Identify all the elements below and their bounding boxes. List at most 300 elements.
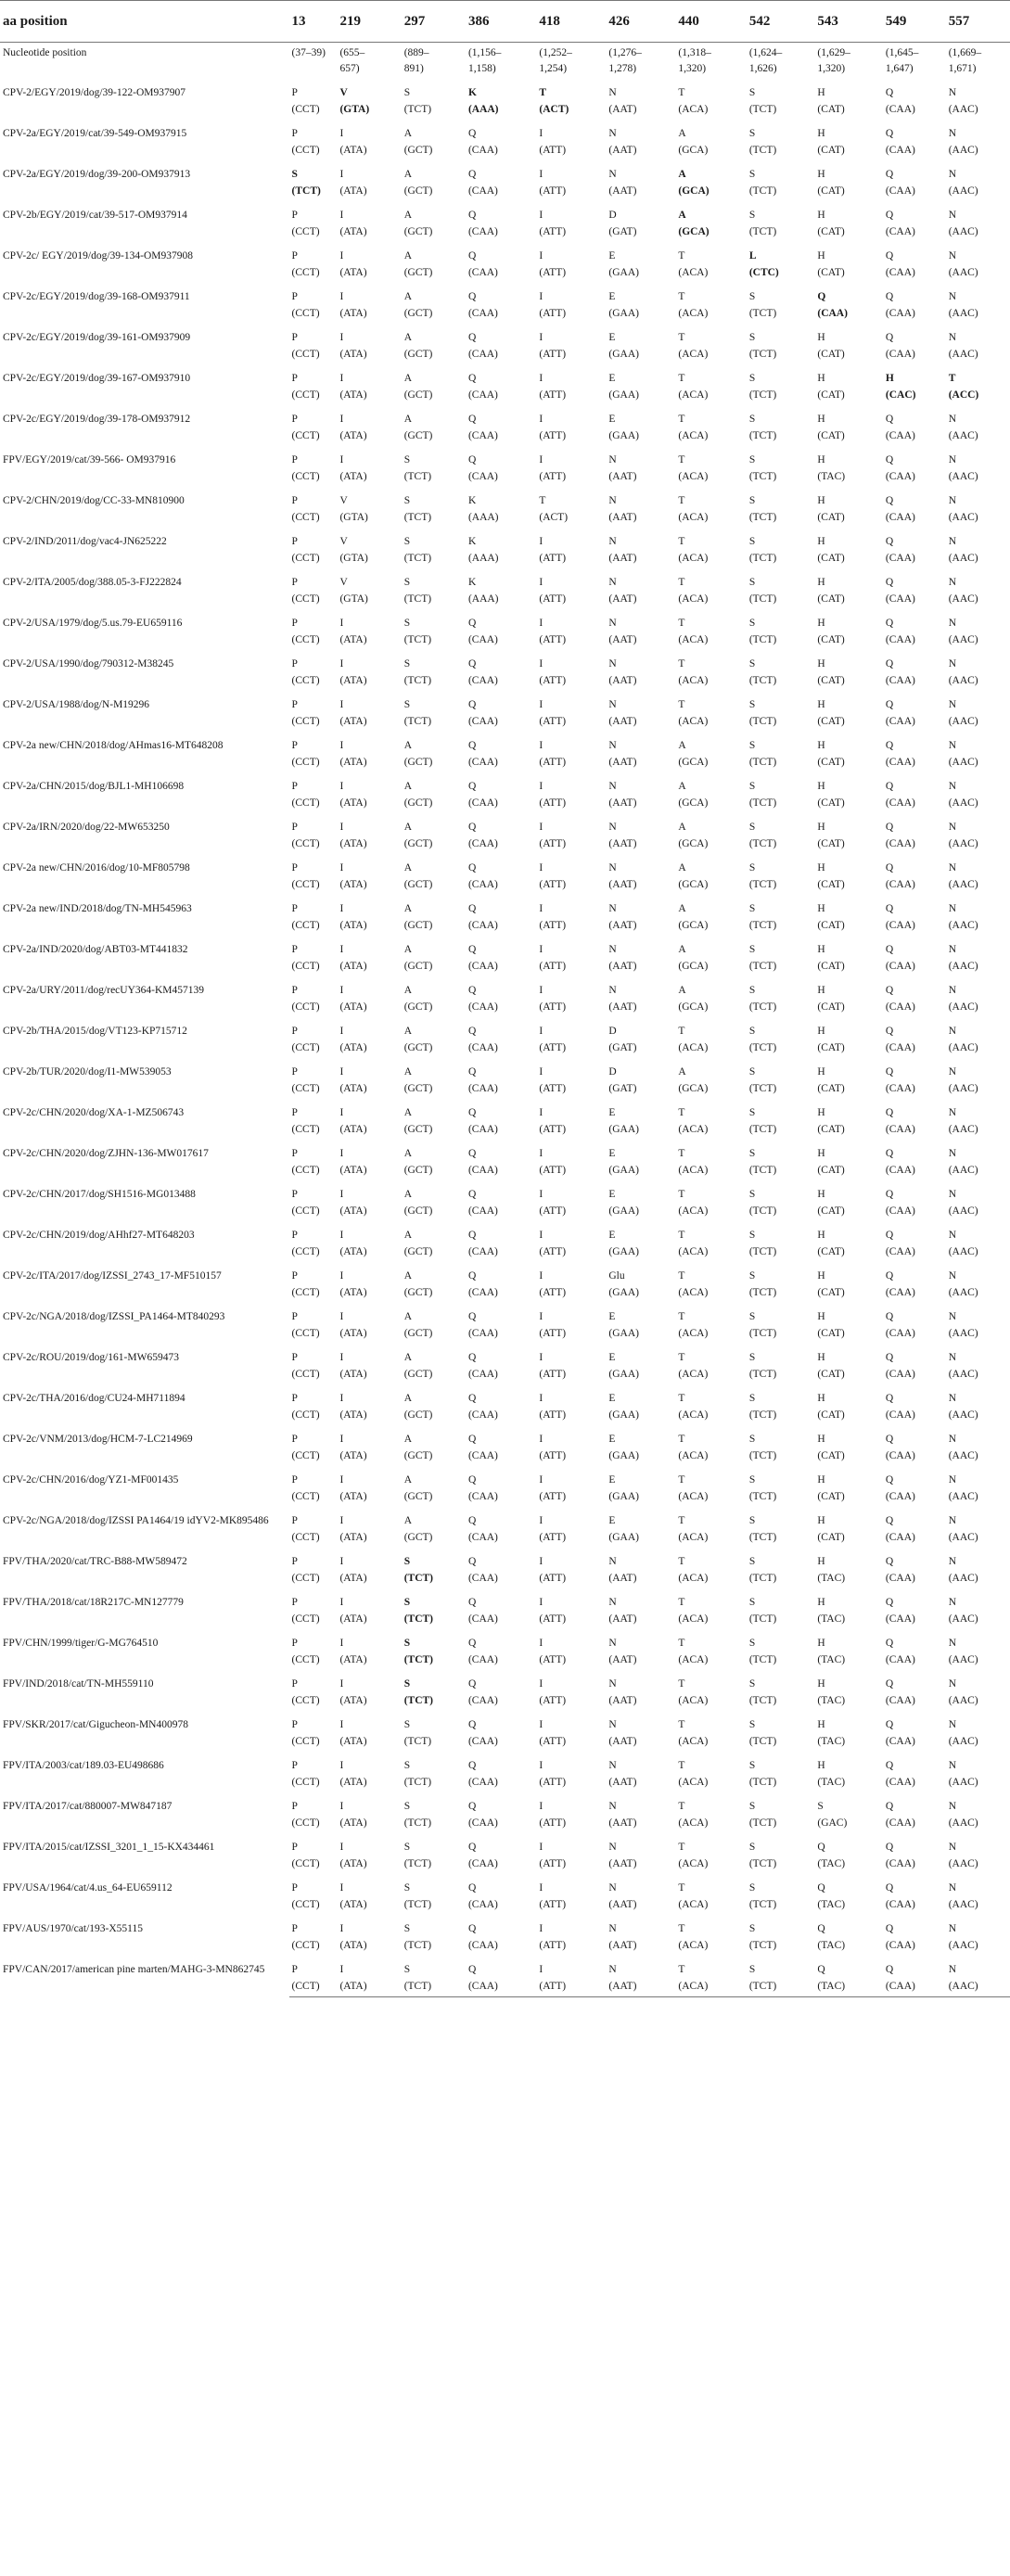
codon-cell: (CAA) bbox=[885, 553, 915, 564]
amino-acid-cell: I bbox=[339, 1434, 344, 1445]
amino-acid-cell: T bbox=[678, 87, 685, 98]
strain-name: CPV-2c/EGY/2019/dog/39-167-OM937910 bbox=[3, 373, 191, 384]
amino-acid-cell: H bbox=[817, 1066, 825, 1078]
codon-cell: (TCT) bbox=[403, 471, 432, 482]
codon-cell: (ACA) bbox=[678, 1409, 709, 1421]
amino-acid-cell: T bbox=[678, 1678, 685, 1690]
amino-acid-cell: P bbox=[291, 1352, 298, 1363]
codon-cell: (GCT) bbox=[403, 185, 433, 197]
strain-row bbox=[0, 1833, 1010, 1857]
strain-row bbox=[0, 1303, 1010, 1327]
codon-cell: (TCT) bbox=[748, 1940, 777, 1951]
codon-cell: (GAA) bbox=[608, 1165, 639, 1176]
strain-name: CPV-2c/THA/2016/dog/CU24-MH711894 bbox=[3, 1393, 185, 1404]
amino-acid-cell: P bbox=[291, 332, 298, 343]
strain-row bbox=[0, 1180, 1010, 1205]
amino-acid-cell: N bbox=[948, 822, 956, 833]
amino-acid-cell: I bbox=[339, 1107, 344, 1118]
amino-acid-cell: N bbox=[608, 1801, 617, 1812]
codon-cell: (CAA) bbox=[467, 1205, 498, 1217]
amino-acid-cell: Q bbox=[885, 1352, 894, 1363]
strain-row bbox=[0, 364, 1010, 389]
amino-acid-cell: T bbox=[678, 1230, 685, 1241]
codon-cell: (CCT) bbox=[291, 1491, 320, 1502]
amino-acid-cell: N bbox=[608, 128, 617, 139]
codon-cell: (CAA) bbox=[467, 1124, 498, 1135]
amino-acid-cell: T bbox=[678, 1189, 685, 1200]
codon-cell: (CCT) bbox=[291, 1654, 320, 1665]
amino-acid-cell: N bbox=[948, 577, 956, 588]
amino-acid-cell: S bbox=[748, 536, 756, 547]
codon-cell: (ACA) bbox=[678, 471, 709, 482]
codon-cell: (CAA) bbox=[885, 1042, 915, 1053]
codon-cell: (AAT) bbox=[608, 145, 637, 156]
amino-acid-cell: P bbox=[291, 822, 298, 833]
amino-acid-cell: H bbox=[817, 250, 825, 261]
amino-acid-cell: Q bbox=[885, 1638, 894, 1649]
codon-cell: (CAA) bbox=[885, 1409, 915, 1421]
strain-row bbox=[0, 1507, 1010, 1531]
amino-acid-cell: P bbox=[291, 1801, 298, 1812]
amino-acid-cell: A bbox=[403, 291, 413, 302]
codon-cell: (ATT) bbox=[539, 1450, 567, 1461]
strain-name: FPV/THA/2018/cat/18R217C-MN127779 bbox=[3, 1597, 184, 1608]
amino-acid-cell: T bbox=[678, 1311, 685, 1322]
codon-cell: (CAA) bbox=[885, 1369, 915, 1380]
table-body bbox=[0, 43, 1010, 1997]
codon-cell: (CAC) bbox=[885, 389, 916, 401]
amino-acid-cell: T bbox=[678, 250, 685, 261]
amino-acid-cell: H bbox=[817, 1189, 825, 1200]
amino-acid-cell: Q bbox=[885, 414, 894, 425]
strain-name: CPV-2/IND/2011/dog/vac4-JN625222 bbox=[3, 536, 167, 547]
amino-acid-cell: P bbox=[291, 1719, 298, 1730]
amino-acid-cell: E bbox=[608, 1230, 616, 1241]
amino-acid-cell: H bbox=[817, 1678, 825, 1690]
codon-cell: (TCT) bbox=[748, 226, 777, 237]
codon-cell: (CCT) bbox=[291, 1899, 320, 1910]
codon-cell: (CAT) bbox=[817, 389, 845, 401]
codon-cell: (TCT) bbox=[403, 1654, 434, 1665]
amino-acid-cell: N bbox=[948, 618, 956, 629]
amino-acid-cell: P bbox=[291, 1678, 298, 1690]
codon-cell: (CCT) bbox=[291, 104, 320, 115]
codon-cell: (GAA) bbox=[608, 389, 639, 401]
amino-acid-cell: T bbox=[678, 332, 685, 343]
amino-acid-cell: Q bbox=[467, 1393, 477, 1404]
codon-cell: (GCT) bbox=[403, 961, 433, 972]
amino-acid-cell: S bbox=[748, 577, 756, 588]
codon-cell: (ACA) bbox=[678, 716, 709, 727]
codon-cell: (ATA) bbox=[339, 185, 367, 197]
amino-acid-cell: Q bbox=[467, 1760, 477, 1771]
strain-name: CPV-2b/THA/2015/dog/VT123-KP715712 bbox=[3, 1026, 187, 1037]
codon-cell: (TCT) bbox=[403, 1777, 432, 1788]
strain-row bbox=[0, 1792, 1010, 1817]
codon-cell: (CAA) bbox=[467, 430, 498, 441]
amino-acid-cell: T bbox=[678, 658, 685, 670]
codon-cell: (ATT) bbox=[539, 308, 567, 319]
amino-acid-cell: T bbox=[678, 699, 685, 710]
codon-cell: (TCT) bbox=[748, 961, 777, 972]
strain-name: FPV/ITA/2015/cat/IZSSI_3201_1_15-KX434461 bbox=[3, 1842, 215, 1853]
nucleotide-position-cell: (1,318– bbox=[678, 47, 711, 58]
codon-cell: (AAC) bbox=[948, 1246, 978, 1257]
amino-acid-cell: A bbox=[403, 1515, 413, 1526]
strain-row bbox=[0, 813, 1010, 837]
amino-acid-cell: K bbox=[467, 87, 477, 98]
amino-acid-cell: N bbox=[608, 1842, 617, 1853]
codon-cell: (AAC) bbox=[948, 1736, 978, 1747]
codon-cell: (ATT) bbox=[539, 961, 567, 972]
header-position-543: 543 bbox=[814, 1, 883, 43]
amino-acid-cell: Q bbox=[885, 781, 894, 792]
codon-cell: (TCT) bbox=[748, 1042, 777, 1053]
codon-cell: (AAT) bbox=[608, 675, 637, 686]
amino-acid-cell: P bbox=[291, 1760, 298, 1771]
codon-cell: (CAA) bbox=[467, 1409, 498, 1421]
codon-cell: (CAA) bbox=[885, 1165, 915, 1176]
amino-acid-cell: T bbox=[678, 1638, 685, 1649]
amino-acid-cell: Q bbox=[885, 1230, 894, 1241]
amino-acid-cell: I bbox=[539, 903, 543, 914]
codon-cell: (CCT) bbox=[291, 1328, 320, 1339]
amino-acid-cell: Q bbox=[885, 658, 894, 670]
strain-row bbox=[0, 936, 1010, 960]
codon-cell: (ACA) bbox=[678, 1124, 709, 1135]
codon-cell: (GCT) bbox=[403, 267, 433, 278]
amino-acid-cell: I bbox=[539, 1066, 543, 1078]
amino-acid-cell: T bbox=[678, 291, 685, 302]
codon-cell: (CAA) bbox=[885, 1450, 915, 1461]
amino-acid-cell: I bbox=[539, 128, 543, 139]
amino-acid-cell: N bbox=[608, 903, 617, 914]
header-position-557: 557 bbox=[946, 1, 1010, 43]
strain-name: CPV-2/CHN/2019/dog/CC-33-MN810900 bbox=[3, 495, 185, 506]
strain-name: CPV-2a/CHN/2015/dog/BJL1-MH106698 bbox=[3, 781, 185, 792]
codon-cell: (ATA) bbox=[339, 1287, 367, 1298]
amino-acid-cell: I bbox=[539, 1638, 543, 1649]
amino-acid-cell: T bbox=[678, 1352, 685, 1363]
codon-cell: (CCT) bbox=[291, 1817, 320, 1829]
amino-acid-cell: P bbox=[291, 862, 298, 874]
strain-row bbox=[0, 1099, 1010, 1123]
codon-cell: (CAA) bbox=[885, 634, 915, 645]
codon-cell: (ATT) bbox=[539, 1328, 567, 1339]
amino-acid-cell: H bbox=[817, 1638, 825, 1649]
codon-cell: (TAC) bbox=[814, 1980, 883, 1997]
amino-acid-cell: Q bbox=[817, 291, 826, 302]
amino-acid-cell: Q bbox=[885, 1923, 894, 1934]
amino-acid-cell: Q bbox=[467, 944, 477, 955]
codon-cell: (TCT) bbox=[748, 1124, 777, 1135]
codon-cell: (ATA) bbox=[339, 1001, 367, 1013]
codon-cell: (ACA) bbox=[678, 308, 709, 319]
codon-cell: (ACA) bbox=[678, 267, 709, 278]
codon-cell: (CCT) bbox=[291, 308, 320, 319]
amino-acid-cell: S bbox=[748, 903, 756, 914]
amino-acid-cell: Q bbox=[885, 699, 894, 710]
codon-cell: (CCT) bbox=[291, 1409, 320, 1421]
amino-acid-cell: K bbox=[467, 577, 477, 588]
codon-cell: (ACC) bbox=[948, 389, 979, 401]
codon-cell: (ACA) bbox=[675, 1980, 746, 1997]
strain-row bbox=[0, 1384, 1010, 1409]
amino-acid-cell: N bbox=[948, 985, 956, 996]
codon-cell: (CCT) bbox=[291, 961, 320, 972]
amino-acid-cell: S bbox=[403, 1760, 411, 1771]
codon-cell: (AAC) bbox=[948, 145, 978, 156]
strain-name: FPV/USA/1964/cat/4.us_64-EU659112 bbox=[3, 1882, 173, 1894]
amino-acid-cell: D bbox=[608, 1026, 617, 1037]
amino-acid-cell: N bbox=[948, 169, 956, 180]
codon-cell: (CAA) bbox=[467, 1083, 498, 1094]
amino-acid-cell: Q bbox=[885, 618, 894, 629]
amino-acid-cell: T bbox=[678, 1148, 685, 1159]
codon-cell: (CAA) bbox=[467, 961, 498, 972]
codon-cell: (ACA) bbox=[678, 553, 709, 564]
amino-acid-cell: Q bbox=[885, 903, 894, 914]
codon-cell: (TCT) bbox=[748, 349, 777, 360]
codon-cell: (TCT) bbox=[748, 512, 777, 523]
codon-cell: (GCA) bbox=[678, 1083, 709, 1094]
codon-cell: (CCT) bbox=[291, 1777, 320, 1788]
codon-cell: (AAC) bbox=[948, 1205, 978, 1217]
codon-cell: (ATA) bbox=[339, 716, 367, 727]
amino-acid-cell: P bbox=[291, 128, 298, 139]
codon-cell: (AAT) bbox=[608, 879, 637, 890]
amino-acid-cell: I bbox=[539, 1801, 543, 1812]
codon-cell: (CAA) bbox=[467, 1736, 498, 1747]
codon-cell: (ATA) bbox=[339, 1613, 367, 1625]
amino-acid-cell: T bbox=[678, 1474, 685, 1486]
strain-name: CPV-2c/NGA/2018/dog/IZSSI_PA1464-MT840293 bbox=[3, 1311, 225, 1322]
amino-acid-cell: A bbox=[403, 1107, 413, 1118]
codon-cell: (CCT) bbox=[291, 838, 320, 849]
amino-acid-cell: S bbox=[748, 618, 756, 629]
amino-acid-cell: Q bbox=[467, 1556, 477, 1567]
codon-cell: (TAC) bbox=[817, 1736, 846, 1747]
nucleotide-position-cell-cont bbox=[289, 62, 338, 79]
codon-cell: (CCT) bbox=[291, 430, 320, 441]
strain-row bbox=[0, 976, 1010, 1001]
codon-cell: (CAA) bbox=[885, 1328, 915, 1339]
amino-acid-cell: Q bbox=[885, 740, 894, 751]
codon-cell: (CAA) bbox=[885, 1287, 915, 1298]
codon-cell: (CAA) bbox=[467, 1899, 498, 1910]
codon-cell: (CAT) bbox=[817, 267, 845, 278]
codon-cell: (ATT) bbox=[539, 634, 567, 645]
amino-acid-cell: N bbox=[948, 87, 956, 98]
amino-acid-cell: P bbox=[291, 740, 298, 751]
nucleotide-position-cell-cont: 1,647) bbox=[885, 63, 914, 74]
amino-acid-cell: I bbox=[539, 1678, 543, 1690]
amino-acid-cell: Q bbox=[885, 169, 894, 180]
codon-cell: (CAT) bbox=[817, 185, 845, 197]
amino-acid-cell: Q bbox=[885, 577, 894, 588]
codon-cell: (CAA) bbox=[885, 308, 915, 319]
amino-acid-cell: I bbox=[339, 903, 344, 914]
nucleotide-position-cell: (1,669– bbox=[948, 47, 982, 58]
codon-cell: (ACA) bbox=[678, 1450, 709, 1461]
strain-name: CPV-2a/URY/2011/dog/recUY364-KM457139 bbox=[3, 985, 205, 996]
nucleotide-position-cell: (1,645– bbox=[885, 47, 919, 58]
amino-acid-cell: H bbox=[817, 373, 825, 384]
amino-acid-cell: P bbox=[291, 454, 298, 465]
codon-cell: (TCT) bbox=[748, 634, 777, 645]
amino-acid-cell: S bbox=[817, 1801, 824, 1812]
codon-cell: (AAT) bbox=[608, 512, 637, 523]
strain-name: CPV-2c/CHN/2016/dog/YZ1-MF001435 bbox=[3, 1474, 179, 1486]
codon-cell: (ACA) bbox=[678, 1205, 709, 1217]
amino-acid-cell: E bbox=[608, 1352, 616, 1363]
strain-row bbox=[0, 1670, 1010, 1694]
codon-cell: (CAA) bbox=[467, 1858, 498, 1869]
codon-cell: (TCT) bbox=[748, 1287, 777, 1298]
nucleotide-position-row bbox=[0, 43, 1010, 63]
amino-acid-cell: Q bbox=[885, 1189, 894, 1200]
codon-cell: (GCA) bbox=[678, 185, 710, 197]
strain-name: CPV-2a/IND/2020/dog/ABT03-MT441832 bbox=[3, 944, 188, 955]
amino-acid-cell: H bbox=[817, 1719, 825, 1730]
codon-cell: (TCT) bbox=[748, 1246, 777, 1257]
header-position-426: 426 bbox=[606, 1, 675, 43]
codon-cell: (TCT) bbox=[748, 308, 777, 319]
codon-cell: (TCT) bbox=[403, 104, 432, 115]
codon-cell: (ATT) bbox=[536, 1980, 606, 1997]
header-position-549: 549 bbox=[883, 1, 946, 43]
codon-cell: (GCT) bbox=[403, 1532, 433, 1543]
amino-acid-cell: S bbox=[748, 128, 756, 139]
codon-cell: (ATA) bbox=[339, 1409, 367, 1421]
amino-acid-cell: Q bbox=[885, 210, 894, 221]
strain-row bbox=[0, 1466, 1010, 1490]
amino-acid-cell: Q bbox=[467, 250, 477, 261]
codon-cell: (AAC) bbox=[948, 1858, 978, 1869]
amino-acid-cell: N bbox=[948, 1719, 956, 1730]
codon-cell: (CAA) bbox=[467, 145, 498, 156]
amino-acid-cell: Q bbox=[467, 373, 477, 384]
codon-cell: (GAA) bbox=[608, 308, 639, 319]
codon-cell: (ATA) bbox=[339, 757, 367, 768]
codon-cell: (ACA) bbox=[678, 1777, 709, 1788]
codon-cell: (CAA) bbox=[467, 879, 498, 890]
strain-name: FPV/ITA/2003/cat/189.03-EU498686 bbox=[3, 1760, 164, 1771]
amino-acid-cell: N bbox=[948, 903, 956, 914]
amino-acid-cell: T bbox=[678, 1842, 685, 1853]
amino-acid-cell: T bbox=[678, 1882, 685, 1894]
codon-cell: (AAC) bbox=[948, 1573, 978, 1584]
amino-acid-cell: A bbox=[403, 1393, 413, 1404]
codon-cell: (TCT) bbox=[291, 185, 321, 197]
amino-acid-cell: T bbox=[678, 495, 685, 506]
amino-acid-cell: A bbox=[403, 822, 413, 833]
codon-cell: (TAC) bbox=[817, 1654, 846, 1665]
amino-acid-cell: Q bbox=[467, 781, 477, 792]
codon-cell: (CAT) bbox=[817, 553, 845, 564]
codon-cell: (GCT) bbox=[403, 1328, 433, 1339]
codon-cell: (AAT) bbox=[608, 757, 637, 768]
amino-acid-cell: N bbox=[948, 454, 956, 465]
amino-acid-cell: P bbox=[291, 1026, 298, 1037]
codon-cell: (TCT) bbox=[748, 1736, 777, 1747]
codon-cell: (GCT) bbox=[403, 920, 433, 931]
amino-acid-cell: S bbox=[748, 87, 756, 98]
amino-acid-cell: T bbox=[678, 618, 685, 629]
amino-acid-cell: I bbox=[539, 1393, 543, 1404]
codon-cell: (CAA) bbox=[467, 226, 498, 237]
codon-cell: (GAT) bbox=[608, 226, 637, 237]
codon-cell: (AAC) bbox=[948, 1083, 978, 1094]
codon-cell: (GCT) bbox=[403, 1165, 433, 1176]
amino-acid-cell: T bbox=[539, 495, 546, 506]
codon-cell: (AAA) bbox=[467, 553, 499, 564]
strain-name: FPV/AUS/1970/cat/193-X55115 bbox=[3, 1923, 143, 1934]
amino-acid-cell: P bbox=[291, 1393, 298, 1404]
amino-acid-cell: H bbox=[817, 944, 825, 955]
amino-acid-cell: I bbox=[339, 658, 344, 670]
strain-row bbox=[0, 201, 1010, 225]
codon-cell: (GAA) bbox=[608, 349, 639, 360]
codon-cell: (CAT) bbox=[817, 1124, 845, 1135]
codon-cell: (ATA) bbox=[339, 1817, 367, 1829]
amino-acid-cell: S bbox=[403, 658, 411, 670]
strain-row bbox=[0, 446, 1010, 470]
codon-cell: (CTC) bbox=[748, 267, 779, 278]
codon-cell: (ATA) bbox=[339, 1083, 367, 1094]
amino-acid-cell: S bbox=[403, 87, 411, 98]
codon-cell: (AAC) bbox=[948, 185, 978, 197]
codon-cell: (ACA) bbox=[678, 1573, 709, 1584]
amino-acid-cell: N bbox=[948, 1760, 956, 1771]
codon-cell: (CAA) bbox=[467, 1287, 498, 1298]
amino-acid-cell: A bbox=[678, 210, 686, 221]
amino-acid-cell: P bbox=[291, 699, 298, 710]
codon-cell: (GCT) bbox=[403, 838, 433, 849]
amino-acid-cell: Q bbox=[817, 1923, 825, 1934]
codon-cell: (ATA) bbox=[339, 1532, 367, 1543]
strain-row bbox=[0, 1588, 1010, 1613]
codon-cell: (AAC) bbox=[948, 308, 978, 319]
codon-cell: (CAA) bbox=[467, 797, 498, 809]
amino-acid-cell: P bbox=[291, 1515, 298, 1526]
codon-cell: (AAT) bbox=[608, 1817, 637, 1829]
strain-name: FPV/CHN/1999/tiger/G-MG764510 bbox=[3, 1638, 159, 1649]
amino-acid-cell: A bbox=[678, 944, 686, 955]
amino-acid-cell: Q bbox=[467, 903, 477, 914]
strain-row bbox=[0, 1874, 1010, 1898]
nucleotide-position-cell-cont: 657) bbox=[339, 63, 360, 74]
strain-name: CPV-2/USA/1988/dog/N-M19296 bbox=[3, 699, 150, 710]
amino-acid-cell: H bbox=[817, 781, 825, 792]
nucleotide-position-label: Nucleotide position bbox=[3, 47, 87, 58]
codon-cell: (TCT) bbox=[748, 185, 777, 197]
nucleotide-position-cell-cont: 1,254) bbox=[539, 63, 568, 74]
codon-cell: (ATT) bbox=[539, 675, 567, 686]
amino-acid-cell: N bbox=[608, 1964, 617, 1975]
amino-acid-cell: S bbox=[748, 332, 756, 343]
codon-cell: (ACA) bbox=[678, 1532, 709, 1543]
strain-row bbox=[0, 1140, 1010, 1164]
amino-acid-cell: Q bbox=[885, 862, 894, 874]
codon-cell: (TCT) bbox=[748, 471, 777, 482]
amino-acid-cell: Q bbox=[467, 1474, 477, 1486]
amino-acid-cell: S bbox=[403, 1801, 411, 1812]
amino-acid-cell: Q bbox=[467, 1638, 477, 1649]
amino-acid-cell: P bbox=[291, 1923, 298, 1934]
codon-cell: (CCT) bbox=[291, 1287, 320, 1298]
amino-acid-cell: H bbox=[817, 169, 825, 180]
